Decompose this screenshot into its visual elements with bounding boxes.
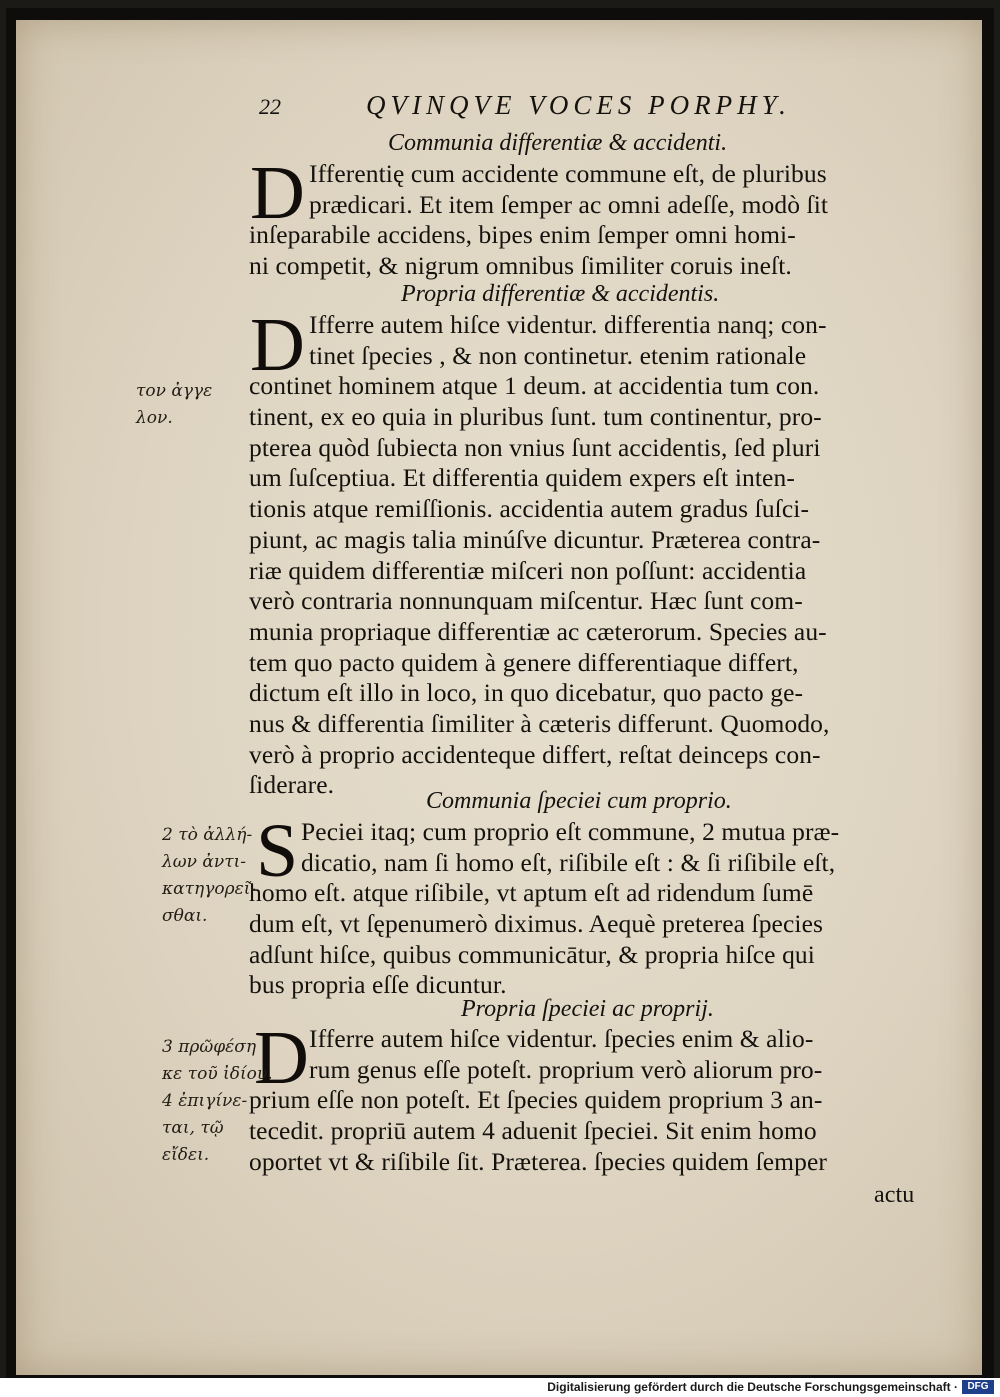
paragraph-3: [249, 809, 939, 1001]
text-line: homo eſt. atque riſibile, vt aptum eſt ad ridendum ſumē: [249, 878, 814, 908]
page-number: 22: [259, 94, 281, 119]
drop-cap-1: D: [250, 151, 305, 235]
footer-credit: Digitalisierung gefördert durch die Deutsche Forschungsgemeinschaft ·: [547, 1380, 958, 1394]
section-heading-2: Propria differentiæ & accidentis.: [401, 281, 720, 307]
margin-note-line: σθαι.: [162, 906, 208, 926]
text-line: Ifferentię cum accidente commune eſt, de pluribus: [309, 159, 827, 188]
text-line: Ifferre autem hiſce videntur. differentia nanq; con-: [309, 310, 827, 339]
text-line: inſeparabile accidens, bipes enim ſemper omni homi-: [249, 220, 796, 250]
text-line: munia propriaque differentiæ ac cæterorum. Species au-: [249, 616, 827, 646]
margin-note-line: κατηγορεῖ-: [162, 879, 257, 899]
text-line: oportet vt & riſibile ſit. Præterea. ſpecies quidem ſemper: [249, 1146, 827, 1176]
text-line: tem quo pacto quidem à genere differentiaque differt,: [249, 647, 799, 677]
text-line: tinet ſpecies , & non continetur. etenim rationale: [309, 340, 807, 370]
footer-bar: [0, 1378, 1000, 1397]
dfg-logo[interactable]: DFG: [962, 1380, 994, 1394]
text-line: riæ quidem differentiæ miſceri non poſſunt: accidentia: [249, 555, 807, 585]
text-line: dicatio, nam ſi homo eſt, riſibile eſt : & ſi riſibile eſt,: [301, 847, 836, 877]
text-line: prium eſſe non poteſt. Et ſpecies quidem proprium 3 an-: [249, 1085, 823, 1115]
catchword: actu: [874, 1182, 915, 1208]
text-line: prædicari. Et item ſemper ac omni adeſſe, modò ſit: [309, 189, 829, 219]
margin-note-line: 3 πρῶφέση: [162, 1037, 257, 1057]
text-line: dictum eſt illo in loco, in quo dicebatur, quo pacto ge-: [249, 678, 804, 708]
text-line: Peciei itaq; cum proprio eſt commune, 2 mutua præ-: [301, 817, 840, 846]
text-line: piunt, ac magis talia minúſve dicuntur. Præterea contra-: [249, 524, 821, 554]
text-line: verò contraria nonnunquam miſcentur. Hæc ſunt com-: [249, 586, 803, 616]
margin-note-line: 2 τὸ ἀλλή-: [162, 825, 253, 845]
margin-note-line: λων ἀντι-: [162, 852, 247, 872]
book-page: [16, 20, 982, 1375]
text-line: nus & differentia ſimiliter à cæteris differunt. Quomodo,: [249, 708, 830, 738]
text-line: ſiderare.: [249, 770, 335, 800]
margin-note-1: [136, 378, 212, 432]
paragraph-1: [249, 151, 939, 282]
text-line: rum genus eſſe poteſt. proprium verò aliorum pro-: [309, 1054, 823, 1084]
text-line: adſunt hiſce, quibus communicātur, & propria hiſce qui: [249, 939, 815, 969]
text-line: verò à proprio accidenteque differt, reſtat deinceps con-: [249, 739, 821, 769]
margin-note-line: κε τοῦ ἰδίου.: [162, 1064, 273, 1084]
text-line: tionis atque remiſſionis. accidentia autem gradus ſuſci-: [249, 494, 810, 524]
margin-note-line: εἴδει.: [162, 1145, 210, 1165]
running-title: QVINQVE VOCES PORPHY.: [366, 90, 791, 120]
margin-note-3: [162, 1034, 273, 1169]
drop-cap-2: D: [250, 303, 305, 387]
section-heading-3: Communia ſpeciei cum proprio.: [426, 788, 732, 814]
text-line: pterea quòd ſubiecta non vnius ſunt accidentis, ſed pluri: [249, 432, 821, 462]
paragraph-2: [249, 303, 939, 801]
drop-cap-4: D: [254, 1016, 309, 1100]
margin-note-line: ται, τῷ: [162, 1118, 224, 1138]
section-heading-4: Propria ſpeciei ac proprij.: [461, 996, 714, 1022]
text-line: continet hominem atque 1 deum. at accidentia tum con.: [249, 371, 820, 401]
drop-cap-3: S: [256, 809, 299, 893]
paragraph-4: [249, 1016, 939, 1177]
text-line: um ſuſceptiua. Et differentia quidem expers eſt inten-: [249, 463, 795, 493]
text-line: tecedit. propriū autem 4 aduenit ſpeciei. Sit enim homo: [249, 1116, 817, 1146]
page-header: [16, 90, 982, 130]
text-line: bus propria eſſe dicuntur.: [249, 970, 507, 1000]
section-heading-1: Communia differentiæ & accidenti.: [388, 130, 728, 156]
text-line: ni competit, & nigrum omnibus ſimiliter coruis ineſt.: [249, 251, 792, 281]
text-line: dum eſt, vt ſępenumerò diximus. Aequè preterea ſpecies: [249, 909, 824, 939]
margin-note-line: λον.: [136, 408, 173, 428]
margin-note-line: 4 ἐπιγίνε-: [162, 1091, 248, 1111]
margin-note-line: τον ἀγγε: [136, 381, 213, 401]
margin-note-2: [162, 822, 256, 930]
text-line: Ifferre autem hiſce videntur. ſpecies enim & alio-: [309, 1024, 814, 1053]
text-line: tinent, ex eo quia in pluribus ſunt. tum continentur, pro-: [249, 402, 822, 432]
